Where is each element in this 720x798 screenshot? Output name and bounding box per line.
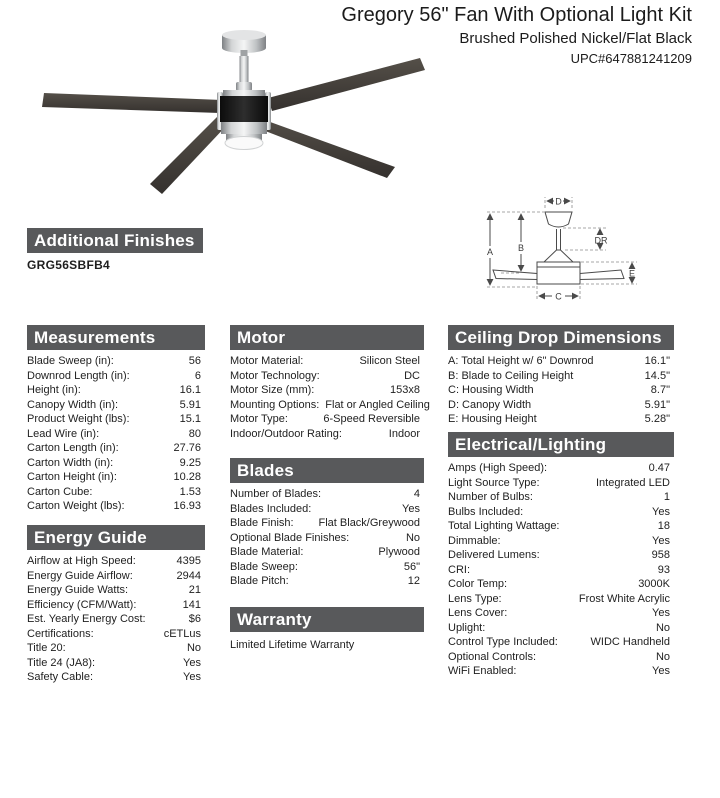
spec-label: Est. Yearly Energy Cost: bbox=[27, 613, 146, 625]
spec-label: Carton Width (in): bbox=[27, 456, 114, 469]
spec-label: Title 20: bbox=[27, 642, 66, 654]
spec-label: Certifications: bbox=[27, 627, 94, 640]
diagram-downrod bbox=[557, 229, 561, 250]
spec-row bbox=[448, 606, 674, 621]
spec-label: B: Blade to Ceiling Height bbox=[448, 369, 574, 382]
spec-row bbox=[230, 560, 424, 575]
fan-blade-upper-right bbox=[268, 58, 425, 111]
spec-row bbox=[27, 441, 205, 456]
spec-row bbox=[27, 383, 205, 398]
fan-motor-housing bbox=[217, 90, 271, 141]
spec-label: Amps (High Speed): bbox=[448, 462, 548, 474]
spec-row bbox=[448, 577, 674, 592]
energy-guide-table bbox=[27, 550, 205, 685]
spec-value: 2944 bbox=[176, 569, 201, 582]
spec-label: E: Housing Height bbox=[448, 413, 537, 425]
spec-value: No bbox=[405, 531, 420, 544]
motor-section bbox=[230, 325, 430, 441]
spec-row bbox=[27, 641, 205, 656]
additional-finishes-header: Additional Finishes bbox=[27, 228, 203, 253]
spec-row bbox=[448, 534, 674, 549]
spec-value: Plywood bbox=[378, 546, 420, 558]
spec-label: Dimmable: bbox=[448, 534, 501, 547]
spec-row bbox=[448, 664, 674, 679]
spec-row bbox=[448, 383, 674, 398]
spec-row bbox=[230, 412, 424, 427]
spec-label: Motor Size (mm): bbox=[230, 384, 315, 396]
spec-label: Indoor/Outdoor Rating: bbox=[230, 427, 342, 440]
spec-row bbox=[448, 490, 674, 505]
spec-label: Blade Sweep (in): bbox=[27, 355, 114, 367]
spec-row bbox=[27, 612, 205, 627]
spec-value: No bbox=[655, 621, 670, 634]
spec-label: Number of Blades: bbox=[230, 488, 322, 500]
spec-label: Blade Material: bbox=[230, 546, 304, 558]
spec-label: Motor Technology: bbox=[230, 369, 320, 382]
blades-header: Blades bbox=[230, 458, 424, 483]
additional-finishes-section bbox=[27, 228, 203, 253]
spec-value: 4 bbox=[413, 488, 420, 500]
blades-section bbox=[230, 458, 424, 589]
fan-downrod bbox=[240, 56, 249, 83]
measurements-section bbox=[27, 325, 205, 514]
spec-value: 15.1 bbox=[179, 413, 201, 425]
spec-row bbox=[27, 554, 205, 569]
spec-label: Color Temp: bbox=[448, 578, 508, 590]
spec-row bbox=[230, 369, 424, 384]
spec-label: CRI: bbox=[448, 563, 470, 576]
spec-row bbox=[230, 487, 424, 502]
spec-label: Title 24 (JA8): bbox=[27, 656, 96, 669]
spec-label: WiFi Enabled: bbox=[448, 665, 517, 677]
spec-value: 1 bbox=[663, 491, 670, 503]
spec-row bbox=[448, 354, 674, 369]
spec-value: $6 bbox=[188, 613, 201, 625]
spec-label: Delivered Lumens: bbox=[448, 549, 540, 561]
spec-value: 5.91 bbox=[179, 398, 201, 411]
spec-value: Yes bbox=[652, 607, 670, 619]
spec-row bbox=[448, 505, 674, 520]
diagram-blade-right bbox=[580, 270, 624, 280]
spec-row bbox=[448, 621, 674, 636]
electrical-lighting-table bbox=[448, 457, 674, 679]
spec-row bbox=[230, 427, 424, 442]
spec-value: Yes bbox=[183, 656, 201, 669]
diagram-label-a: A bbox=[486, 247, 494, 257]
spec-label: Lens Cover: bbox=[448, 607, 508, 619]
spec-row bbox=[448, 412, 674, 427]
spec-value: Yes bbox=[652, 534, 670, 547]
ceiling-drop-dimensions-section bbox=[448, 325, 674, 427]
spec-value: No bbox=[186, 642, 201, 654]
spec-row bbox=[448, 476, 674, 491]
spec-row bbox=[448, 398, 674, 413]
motor-table bbox=[230, 350, 430, 441]
spec-row bbox=[27, 598, 205, 613]
fan-light-lens bbox=[225, 137, 263, 150]
motor-header: Motor bbox=[230, 325, 424, 350]
spec-row bbox=[27, 583, 205, 598]
spec-row bbox=[448, 650, 674, 665]
spec-row bbox=[448, 461, 674, 476]
spec-value: cETLus bbox=[163, 627, 201, 640]
spec-row bbox=[27, 499, 205, 514]
spec-label: Lens Type: bbox=[448, 592, 502, 605]
spec-label: Optional Blade Finishes: bbox=[230, 531, 350, 544]
spec-value: DC bbox=[404, 369, 420, 382]
spec-row bbox=[27, 569, 205, 584]
spec-value: 8.7" bbox=[650, 384, 670, 396]
spec-row bbox=[27, 670, 205, 685]
spec-row bbox=[448, 369, 674, 384]
spec-label: Energy Guide Watts: bbox=[27, 584, 129, 596]
spec-value: 1.53 bbox=[179, 485, 201, 498]
measurements-table bbox=[27, 350, 205, 514]
spec-row bbox=[27, 398, 205, 413]
fan-black-band bbox=[220, 96, 268, 122]
warranty-section bbox=[230, 607, 424, 652]
blades-table bbox=[230, 483, 424, 589]
spec-row bbox=[448, 592, 674, 607]
spec-value: Integrated LED bbox=[596, 476, 670, 489]
spec-row bbox=[27, 656, 205, 671]
spec-value: 958 bbox=[651, 549, 670, 561]
spec-label: Airflow at High Speed: bbox=[27, 555, 136, 567]
spec-value: Flat or Angled Ceiling bbox=[325, 398, 430, 411]
spec-value: 9.25 bbox=[179, 456, 201, 469]
spec-value: Yes bbox=[652, 665, 670, 677]
spec-label: Downrod Length (in): bbox=[27, 369, 130, 382]
fan-blade-lower-left bbox=[150, 116, 228, 194]
product-title: Gregory 56" Fan With Optional Light Kit bbox=[341, 4, 692, 26]
diagram-label-dr: DR bbox=[594, 235, 608, 246]
spec-label: Energy Guide Airflow: bbox=[27, 569, 133, 582]
diagram-cone bbox=[544, 250, 573, 262]
spec-label: Motor Material: bbox=[230, 355, 304, 367]
spec-value: 16.1 bbox=[179, 384, 201, 396]
spec-label: Carton Length (in): bbox=[27, 442, 119, 454]
spec-row bbox=[27, 456, 205, 471]
diagram-canopy bbox=[545, 212, 572, 227]
spec-row bbox=[230, 383, 424, 398]
spec-label: Motor Type: bbox=[230, 413, 288, 425]
spec-label: Efficiency (CFM/Watt): bbox=[27, 598, 137, 611]
spec-value: Yes bbox=[652, 505, 670, 518]
spec-row bbox=[27, 412, 205, 427]
spec-label: Safety Cable: bbox=[27, 671, 94, 683]
spec-value: 5.91" bbox=[644, 398, 670, 411]
electrical-lighting-section bbox=[448, 432, 674, 679]
finish-sku: GRG56SBFB4 bbox=[27, 258, 111, 272]
spec-value: No bbox=[655, 650, 670, 663]
spec-label: Uplight: bbox=[448, 621, 486, 634]
spec-value: 16.1" bbox=[644, 355, 670, 367]
fan-product-image bbox=[28, 14, 440, 226]
diagram-label-b: B bbox=[517, 243, 525, 253]
spec-row bbox=[230, 531, 424, 546]
spec-label: Height (in): bbox=[27, 384, 81, 396]
spec-value: 27.76 bbox=[173, 442, 201, 454]
spec-label: Light Source Type: bbox=[448, 476, 540, 489]
spec-label: Control Type Included: bbox=[448, 636, 558, 648]
warranty-text: Limited Lifetime Warranty bbox=[230, 639, 355, 651]
spec-label: Blade Finish: bbox=[230, 517, 294, 529]
spec-value: 12 bbox=[407, 575, 420, 587]
fan-blade-left bbox=[42, 93, 222, 113]
spec-label: Lead Wire (in): bbox=[27, 427, 100, 440]
diagram-blade-left bbox=[493, 270, 537, 280]
fan-canopy-stem bbox=[241, 50, 248, 57]
spec-value: 153x8 bbox=[390, 384, 420, 396]
spec-label: Number of Bulbs: bbox=[448, 491, 533, 503]
spec-value: Yes bbox=[402, 502, 420, 515]
spec-label: C: Housing Width bbox=[448, 384, 534, 396]
spec-row bbox=[230, 574, 424, 589]
warranty-header: Warranty bbox=[230, 607, 424, 632]
spec-row bbox=[230, 354, 424, 369]
spec-value: 21 bbox=[188, 584, 201, 596]
spec-value: Flat Black/Greywood bbox=[318, 517, 420, 529]
spec-value: 56" bbox=[403, 560, 420, 573]
spec-row bbox=[448, 519, 674, 534]
ceiling-drop-diagram bbox=[475, 188, 697, 312]
spec-row bbox=[27, 485, 205, 500]
spec-value: WIDC Handheld bbox=[590, 636, 670, 648]
fan-downrod-coupler bbox=[236, 82, 252, 91]
spec-value: 14.5" bbox=[644, 369, 670, 382]
spec-label: Mounting Options: bbox=[230, 398, 320, 411]
spec-row bbox=[230, 545, 424, 560]
spec-value: 3000K bbox=[638, 578, 670, 590]
diagram-label-d: D bbox=[555, 196, 562, 207]
ceiling-drop-table bbox=[448, 350, 674, 427]
electrical-lighting-header: Electrical/Lighting bbox=[448, 432, 674, 457]
energy-guide-header: Energy Guide bbox=[27, 525, 205, 550]
spec-value: 6-Speed Reversible bbox=[323, 413, 420, 425]
spec-row bbox=[230, 502, 424, 517]
spec-label: Carton Weight (lbs): bbox=[27, 500, 125, 512]
spec-row bbox=[448, 635, 674, 650]
measurements-header: Measurements bbox=[27, 325, 205, 350]
fan-canopy bbox=[222, 30, 266, 53]
spec-label: Carton Cube: bbox=[27, 485, 93, 498]
spec-value: 4395 bbox=[176, 555, 201, 567]
spec-value: 80 bbox=[188, 427, 201, 440]
spec-value: 10.28 bbox=[173, 471, 201, 483]
product-upc: UPC#647881241209 bbox=[570, 51, 692, 66]
diagram-label-e: E bbox=[628, 268, 636, 279]
diagram-housing bbox=[537, 262, 580, 284]
spec-label: Product Weight (lbs): bbox=[27, 413, 130, 425]
energy-guide-section bbox=[27, 525, 205, 685]
spec-value: Silicon Steel bbox=[359, 355, 420, 367]
spec-row bbox=[27, 354, 205, 369]
ceiling-drop-dimensions-header: Ceiling Drop Dimensions bbox=[448, 325, 674, 350]
spec-row bbox=[448, 563, 674, 578]
spec-row bbox=[27, 369, 205, 384]
spec-label: D: Canopy Width bbox=[448, 398, 532, 411]
spec-value: Indoor bbox=[388, 427, 420, 440]
spec-row bbox=[230, 398, 430, 413]
spec-row bbox=[27, 427, 205, 442]
spec-label: Bulbs Included: bbox=[448, 505, 524, 518]
spec-label: Blade Sweep: bbox=[230, 560, 298, 573]
spec-value: Yes bbox=[183, 671, 201, 683]
spec-label: Blade Pitch: bbox=[230, 575, 289, 587]
spec-value: 0.47 bbox=[648, 462, 670, 474]
spec-value: 56 bbox=[188, 355, 201, 367]
spec-row bbox=[230, 516, 424, 531]
spec-value: 18 bbox=[657, 520, 670, 532]
product-finish-subtitle: Brushed Polished Nickel/Flat Black bbox=[459, 30, 692, 47]
spec-value: 93 bbox=[657, 563, 670, 576]
spec-value: Frost White Acrylic bbox=[578, 592, 670, 605]
spec-row bbox=[27, 627, 205, 642]
spec-value: 5.28" bbox=[644, 413, 670, 425]
spec-label: Optional Controls: bbox=[448, 650, 537, 663]
spec-label: Blades Included: bbox=[230, 502, 312, 515]
spec-value: 141 bbox=[182, 598, 201, 611]
spec-row bbox=[448, 548, 674, 563]
spec-label: Total Lighting Wattage: bbox=[448, 520, 560, 532]
spec-label: Carton Height (in): bbox=[27, 471, 117, 483]
diagram-label-c: C bbox=[555, 291, 562, 302]
spec-row bbox=[27, 470, 205, 485]
spec-label: A: Total Height w/ 6" Downrod bbox=[448, 355, 594, 367]
spec-value: 6 bbox=[194, 369, 201, 382]
spec-value: 16.93 bbox=[173, 500, 201, 512]
spec-label: Canopy Width (in): bbox=[27, 398, 119, 411]
